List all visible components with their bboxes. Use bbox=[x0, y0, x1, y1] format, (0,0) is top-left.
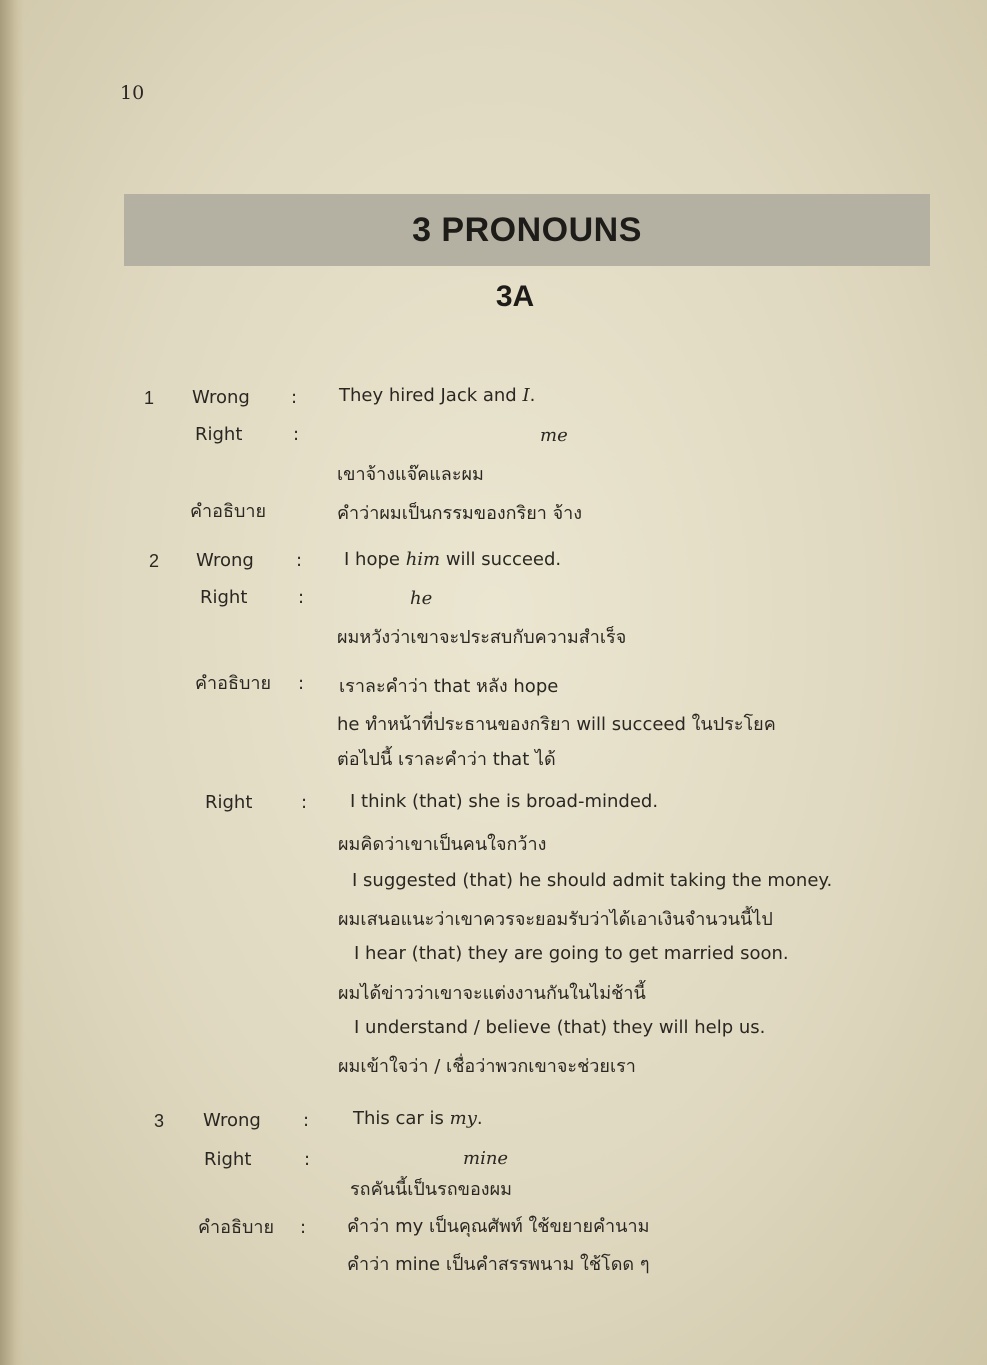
explanation-colon: : bbox=[298, 673, 305, 694]
correction-word: mine bbox=[463, 1148, 509, 1169]
thai-translation: เขาจ้างแจ๊คและผม bbox=[337, 464, 484, 485]
right-colon: : bbox=[301, 792, 308, 813]
right-colon: : bbox=[304, 1149, 311, 1170]
explanation-colon: : bbox=[300, 1217, 307, 1238]
explanation-line: เราละคำว่า that หลัง hope bbox=[339, 676, 559, 697]
wrong-sentence bbox=[353, 1108, 483, 1130]
item-number: 3 bbox=[154, 1111, 165, 1131]
wrong-text-after: will succeed. bbox=[440, 549, 562, 570]
right-label: Right bbox=[195, 424, 243, 445]
chapter-title: 3 PRONOUNS bbox=[412, 210, 642, 249]
wrong-error-word: him bbox=[405, 549, 441, 570]
right-colon: : bbox=[293, 424, 300, 445]
item-number: 1 bbox=[144, 388, 155, 408]
wrong-label: Wrong bbox=[192, 387, 250, 408]
right-label: Right bbox=[204, 1149, 252, 1170]
explanation-line: he ทำหน้าที่ประธานของกริยา will succeed ในประโยค bbox=[337, 714, 776, 735]
chapter-banner bbox=[124, 194, 930, 266]
wrong-text-before: They hired Jack and bbox=[339, 385, 523, 406]
explanation-label: คำอธิบาย bbox=[190, 501, 267, 522]
example-sentence: I suggested (that) he should admit taking the money. bbox=[352, 870, 833, 891]
right-label: Right bbox=[200, 587, 248, 608]
example-translation: ผมคิดว่าเขาเป็นคนใจกว้าง bbox=[338, 834, 547, 855]
wrong-label: Wrong bbox=[196, 550, 254, 571]
explanation-label: คำอธิบาย bbox=[198, 1217, 275, 1238]
wrong-text-after: . bbox=[476, 1108, 483, 1129]
wrong-error-word: my bbox=[449, 1108, 477, 1129]
wrong-colon: : bbox=[291, 387, 298, 408]
wrong-colon: : bbox=[296, 550, 303, 571]
wrong-text-before: This car is bbox=[353, 1108, 450, 1129]
example-sentence: I understand / believe (that) they will help us. bbox=[354, 1017, 766, 1038]
page-number: 10 bbox=[120, 82, 145, 104]
wrong-text-after: . bbox=[529, 385, 536, 406]
item-number: 2 bbox=[149, 551, 160, 571]
explanation-line: คำว่า my เป็นคุณศัพท์ ใช้ขยายคำนาม bbox=[347, 1216, 650, 1237]
explanation-line: คำว่า mine เป็นคำสรรพนาม ใช้โดด ๆ bbox=[347, 1254, 650, 1275]
example-sentence: I hear (that) they are going to get married soon. bbox=[354, 943, 789, 964]
correction-word: me bbox=[540, 425, 568, 446]
wrong-label: Wrong bbox=[203, 1110, 261, 1131]
example-translation: ผมเสนอแนะว่าเขาควรจะยอมรับว่าได้เอาเงินจำนวนนี้ไป bbox=[338, 909, 773, 930]
page-spine-shadow bbox=[0, 0, 24, 1365]
explanation-label: คำอธิบาย bbox=[195, 673, 272, 694]
wrong-sentence bbox=[344, 549, 561, 571]
example-translation: ผมได้ข่าวว่าเขาจะแต่งงานกันในไม่ช้านี้ bbox=[338, 983, 646, 1004]
right-colon: : bbox=[298, 587, 305, 608]
wrong-error-word: I bbox=[522, 385, 530, 406]
section-title: 3A bbox=[495, 280, 535, 313]
wrong-sentence bbox=[339, 385, 535, 407]
correction-word: he bbox=[410, 588, 433, 609]
explanation-text: คำว่าผมเป็นกรรมของกริยา จ้าง bbox=[337, 503, 583, 524]
wrong-colon: : bbox=[303, 1110, 310, 1131]
thai-translation: รถคันนี้เป็นรถของผม bbox=[350, 1179, 512, 1200]
thai-translation: ผมหวังว่าเขาจะประสบกับความสำเร็จ bbox=[337, 627, 627, 648]
right-label: Right bbox=[205, 792, 253, 813]
example-translation: ผมเข้าใจว่า / เชื่อว่าพวกเขาจะช่วยเรา bbox=[338, 1056, 636, 1077]
example-sentence: I think (that) she is broad-minded. bbox=[350, 791, 659, 812]
wrong-text-before: I hope bbox=[344, 549, 406, 570]
explanation-line: ต่อไปนี้ เราละคำว่า that ได้ bbox=[337, 749, 556, 770]
